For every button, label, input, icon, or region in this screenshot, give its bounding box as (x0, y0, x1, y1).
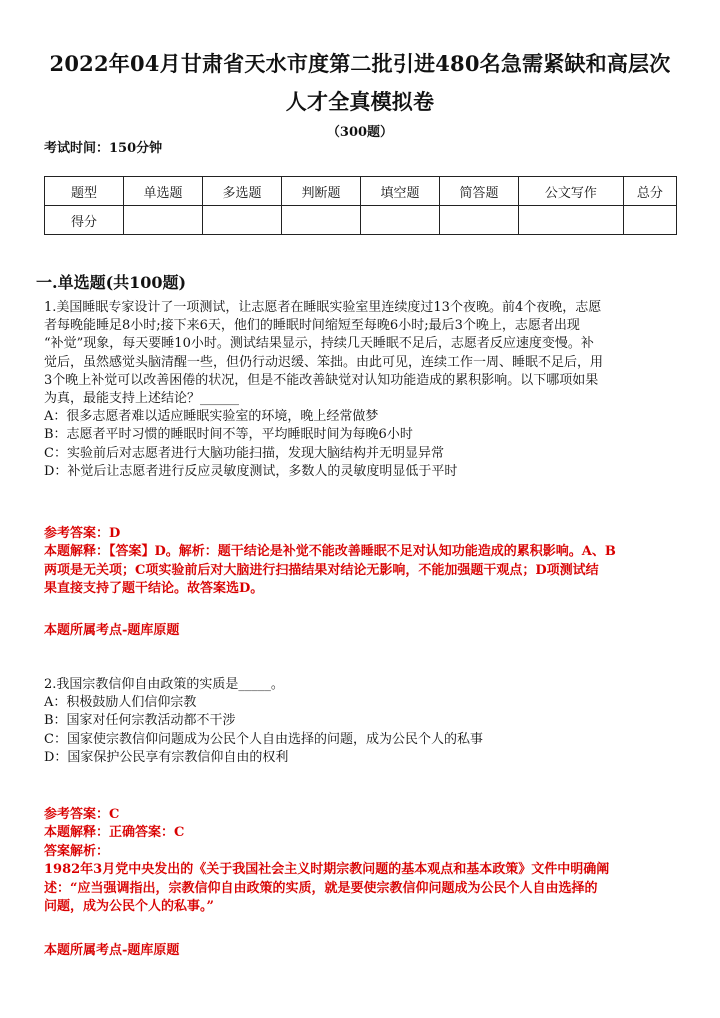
option-c: C：国家使宗教信仰问题成为公民个人自由选择的问题，成为公民个人的私事 (44, 731, 483, 747)
option-d: D：补觉后让志愿者进行反应灵敏度测试，多数人的灵敏度明显低于平时 (44, 463, 458, 479)
question-stem-line: 觉后，虽然感觉头脑清醒一些，但仍行动迟缓、笨拙。由此可见，连续工作一周、睡眠不足后，用 (44, 354, 604, 370)
question-source: 本题所属考点-题库原题 (44, 943, 180, 958)
question-stem-line: 3个晚上补觉可以改善困倦的状况，但是不能改善缺觉对认知功能造成的累积影响。以下哪项如果 (44, 372, 599, 388)
explanation-line: 两项是无关项；C项实验前后对大脑进行扫描结果对结论无影响，不能加强题干观点；D项测试结 (44, 562, 599, 578)
answer-block-2 (44, 806, 684, 916)
score-header-cell: 公文写作 (519, 177, 624, 206)
option-c: C：实验前后对志愿者进行大脑功能扫描，发现大脑结构并无明显异常 (44, 445, 444, 461)
score-header-cell: 题型 (45, 177, 124, 206)
score-table-header-row (45, 177, 677, 206)
option-b: B：国家对任何宗教活动都不干涉 (44, 713, 236, 729)
answer-block-1 (44, 525, 684, 599)
score-value-cell (203, 206, 282, 235)
reference-answer: 参考答案：D (44, 526, 121, 541)
question-stem-line: 2.我国宗教信仰自由政策的实质是_____。 (44, 677, 284, 692)
section-title: 一.单选题(共100题) (36, 273, 187, 292)
score-header-cell: 填空题 (361, 177, 440, 206)
question-stem-line: 1.美国睡眠专家设计了一项测试，让志愿者在睡眠实验室里连续度过13个夜晚。前4个夜晚，志愿 (44, 300, 602, 315)
explanation-line: 1982年3月党中央发出的《关于我国社会主义时期宗教问题的基本观点和基本政策》文件中明确阐 (44, 862, 610, 878)
option-a: A：很多志愿者难以适应睡眠实验室的环境，晚上经常做梦 (44, 409, 379, 425)
option-b: B：志愿者平时习惯的睡眠时间不等，平均睡眠时间为每晚6小时 (44, 427, 413, 443)
score-value-cell (519, 206, 624, 235)
explanation-line: 本题解释：【答案】D。解析：题干结论是补觉不能改善睡眠不足对认知功能造成的累积影响。A、B (44, 544, 616, 560)
question-count: （300题） (326, 125, 394, 140)
score-header-cell: 判断题 (282, 177, 361, 206)
score-row-label: 得分 (45, 206, 124, 235)
explanation-line: 问题，成为公民个人的私事。” (44, 899, 214, 915)
score-value-cell (361, 206, 440, 235)
question-stem-line: “补觉”现象，每天要睡10小时。测试结果显示，持续几天睡眠不足后，志愿者反应速度变慢。补 (44, 336, 594, 352)
page-title-line1: 2022年04月甘肃省天水市度第二批引进480名急需紧缺和高层次 (49, 51, 671, 76)
page-title-line2: 人才全真模拟卷 (285, 89, 435, 114)
option-d: D：国家保护公民享有宗教信仰自由的权利 (44, 749, 289, 765)
score-value-cell (124, 206, 203, 235)
score-value-cell (440, 206, 519, 235)
score-header-cell: 单选题 (124, 177, 203, 206)
question-source: 本题所属考点-题库原题 (44, 623, 180, 638)
option-a: A：积极鼓励人们信仰宗教 (44, 695, 197, 711)
question-stem-line: 为真，最能支持上述结论？______ (44, 391, 240, 407)
explanation-line: 述：“应当强调指出，宗教信仰自由政策的实质，就是要使宗教信仰问题成为公民个人自由选择的 (44, 880, 598, 896)
score-header-cell: 多选题 (203, 177, 282, 206)
question-1 (44, 299, 684, 481)
question-stem-line: 者每晚能睡足8小时;接下来6天，他们的睡眠时间缩短至每晚6小时;最后3个晚上，志愿者出现 (44, 318, 580, 334)
reference-answer: 参考答案：C (44, 807, 120, 822)
explanation-line: 答案解析： (44, 843, 110, 859)
exam-time: 考试时间：150分钟 (44, 141, 163, 156)
score-table-value-row (45, 206, 677, 235)
question-2 (44, 676, 684, 767)
explanation-line: 本题解释：正确答案：C (44, 825, 185, 841)
score-value-cell (282, 206, 361, 235)
explanation-line: 果直接支持了题干结论。故答案选D。 (44, 581, 264, 597)
score-header-cell: 简答题 (440, 177, 519, 206)
score-value-cell (623, 206, 676, 235)
score-table (44, 176, 677, 235)
score-header-cell: 总分 (623, 177, 676, 206)
